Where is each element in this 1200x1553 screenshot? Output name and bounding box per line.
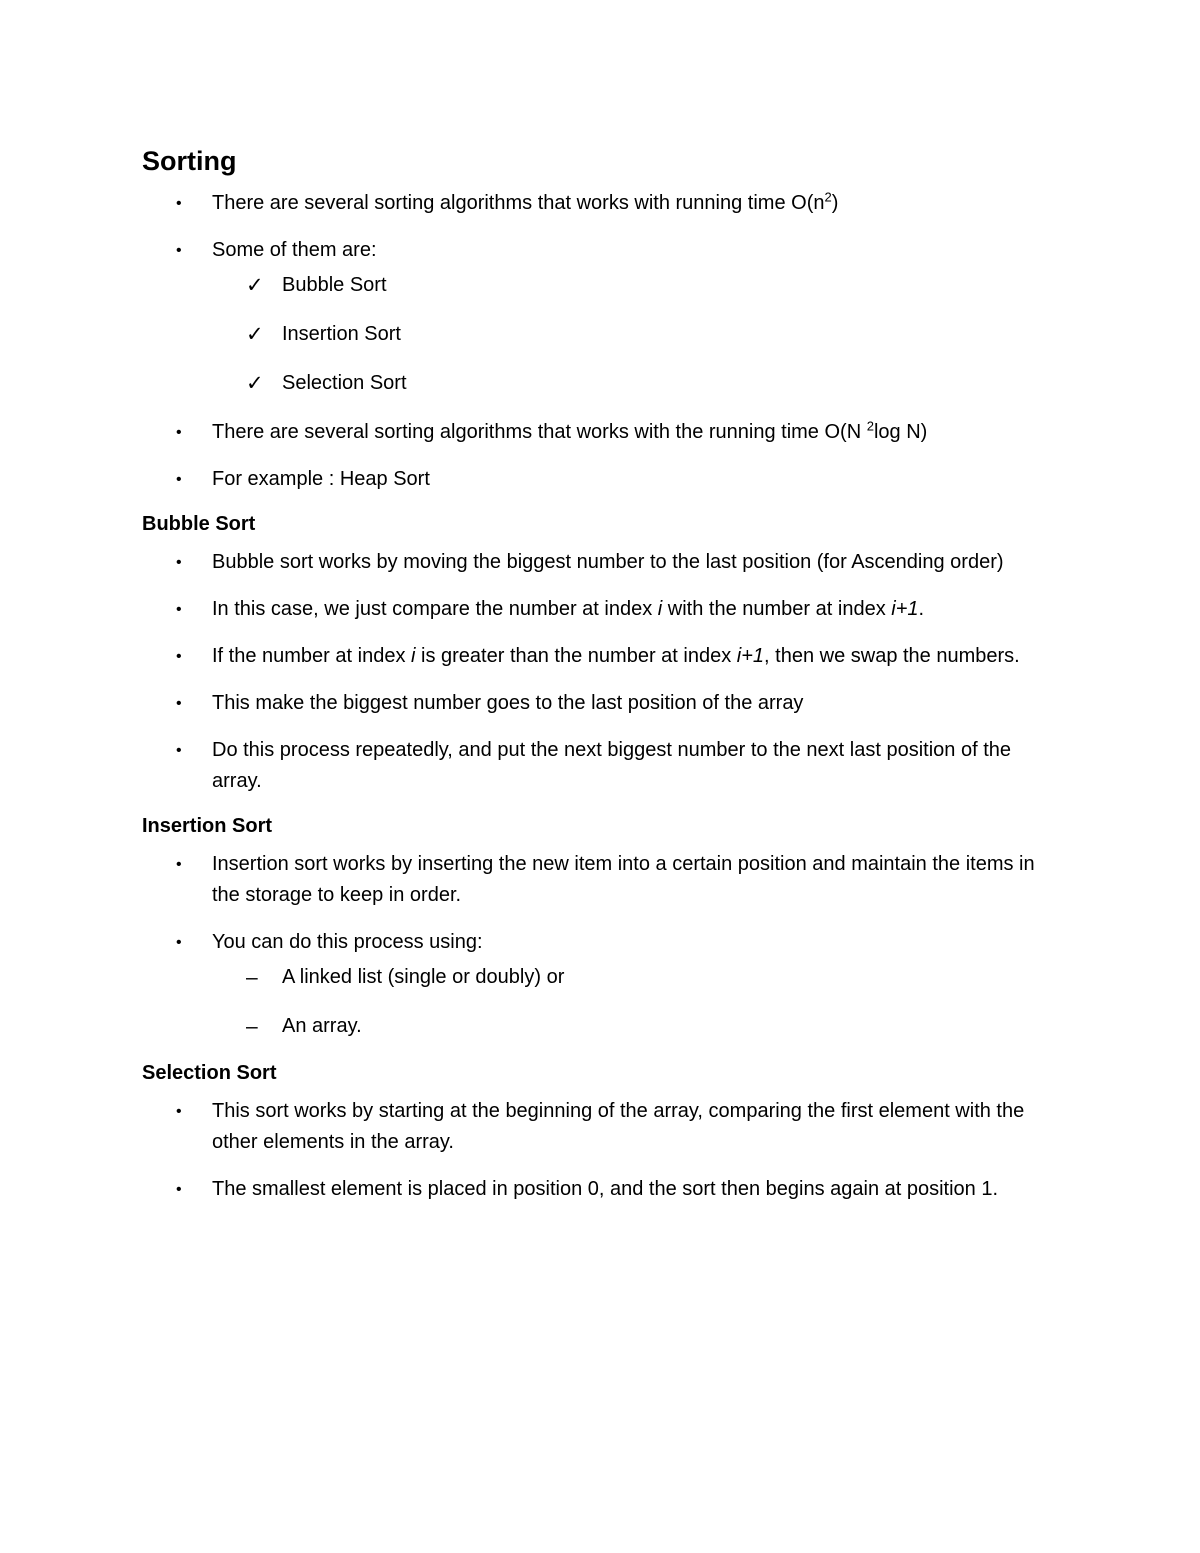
bullet-icon: • <box>176 471 182 488</box>
checkmark-icon: ✓ <box>246 274 264 297</box>
list-item <box>142 927 1062 958</box>
checklist-item-label: Insertion Sort <box>282 323 401 345</box>
insertion-bullet-1-text: Insertion sort works by inserting the new item into a certain position and maintain the items in the storage to keep in order. <box>212 853 1035 906</box>
index-i-plus-1-variable: i+1 <box>736 645 765 667</box>
checklist-item-label: Bubble Sort <box>282 274 387 296</box>
insertion-sort-list <box>142 849 1062 958</box>
method-item-label: An array. <box>282 1015 362 1037</box>
index-i-variable: i <box>657 598 663 620</box>
page-title: Sorting <box>142 146 237 176</box>
bullet-icon: • <box>176 695 182 712</box>
list-item <box>142 270 1062 301</box>
intro-bullet-3-text: There are several sorting algorithms that works with the running time O(N <box>212 421 867 443</box>
list-item <box>142 1174 1062 1205</box>
bubble-sort-list <box>142 547 1062 797</box>
bullet-icon: • <box>176 934 182 951</box>
bullet-icon: • <box>176 554 182 571</box>
list-item <box>142 962 1062 993</box>
list-item <box>142 188 1062 219</box>
index-i-plus-1-variable: i+1 <box>891 598 919 620</box>
list-item <box>142 319 1062 350</box>
list-item <box>142 641 1062 672</box>
document-content <box>142 142 1062 1221</box>
bullet-icon: • <box>176 648 182 665</box>
index-i-variable: i <box>411 645 416 667</box>
method-item-label: A linked list (single or doubly) or <box>282 966 565 988</box>
list-item <box>142 594 1062 625</box>
list-item <box>142 547 1062 578</box>
list-item <box>142 417 1062 448</box>
bubble-bullet-2-end: . <box>918 598 925 620</box>
algorithm-checklist-wrap <box>142 270 1062 399</box>
intro-bullet-4-text: For example : Heap Sort <box>212 468 430 490</box>
bullet-icon: • <box>176 1181 182 1198</box>
list-item <box>142 235 1062 266</box>
checkmark-icon: ✓ <box>246 323 264 346</box>
intro-bullet-2-text: Some of them are: <box>212 239 377 261</box>
selection-sort-list <box>142 1096 1062 1205</box>
checkmark-icon: ✓ <box>246 372 264 395</box>
bullet-icon: • <box>176 424 182 441</box>
bubble-bullet-3-mid: is greater than the number at index <box>415 645 737 667</box>
bubble-bullet-4-text: This make the biggest number goes to the last position of the array <box>212 692 804 714</box>
insertion-sort-heading: Insertion Sort <box>142 815 273 837</box>
list-item <box>142 1011 1062 1042</box>
insertion-methods-wrap <box>142 962 1062 1042</box>
list-item <box>142 1096 1062 1158</box>
list-item <box>142 849 1062 911</box>
list-item <box>142 735 1062 797</box>
bubble-bullet-3-pre: If the number at index <box>212 645 412 667</box>
bubble-bullet-3-end: , then we swap the numbers. <box>764 645 1020 667</box>
selection-bullet-2-text: The smallest element is placed in position 0, and the sort then begins again at position 1. <box>212 1178 999 1200</box>
dash-icon: – <box>246 1015 258 1038</box>
bubble-bullet-1-text: Bubble sort works by moving the biggest number to the last position (for Ascending order) <box>212 551 1004 573</box>
checklist-item-label: Selection Sort <box>282 372 407 394</box>
dash-icon: – <box>246 966 258 989</box>
intro-bullet-3-superscript: 2 <box>866 418 874 434</box>
bubble-bullet-5-text: Do this process repeatedly, and put the next biggest number to the next last position of the array. <box>212 739 1012 792</box>
bullet-icon: • <box>176 1103 182 1120</box>
bullet-icon: • <box>176 856 182 873</box>
list-item <box>142 688 1062 719</box>
bullet-icon: • <box>176 195 182 212</box>
list-item <box>142 368 1062 399</box>
insertion-methods-list <box>142 962 1062 1042</box>
list-item <box>142 464 1062 495</box>
bullet-icon: • <box>176 242 182 259</box>
insertion-bullet-2-text: You can do this process using: <box>212 931 483 953</box>
bullet-icon: • <box>176 742 182 759</box>
bubble-sort-heading: Bubble Sort <box>142 513 256 535</box>
intro-bullet-1-text: There are several sorting algorithms that works with running time O(n <box>212 192 825 214</box>
selection-bullet-1-text: This sort works by starting at the beginning of the array, comparing the first element with the other elements in the array. <box>212 1100 1025 1153</box>
algorithm-checklist <box>142 270 1062 399</box>
intro-list <box>142 188 1062 266</box>
bullet-icon: • <box>176 601 182 618</box>
intro-bullet-1-close: ) <box>831 192 839 214</box>
selection-sort-heading: Selection Sort <box>142 1062 277 1084</box>
intro-list-continued <box>142 417 1062 495</box>
bubble-bullet-2-mid: with the number at index <box>662 598 892 620</box>
intro-bullet-1-superscript: 2 <box>824 189 832 205</box>
intro-bullet-3-close: log N) <box>873 421 928 443</box>
bubble-bullet-2-pre: In this case, we just compare the number at index <box>212 598 658 620</box>
